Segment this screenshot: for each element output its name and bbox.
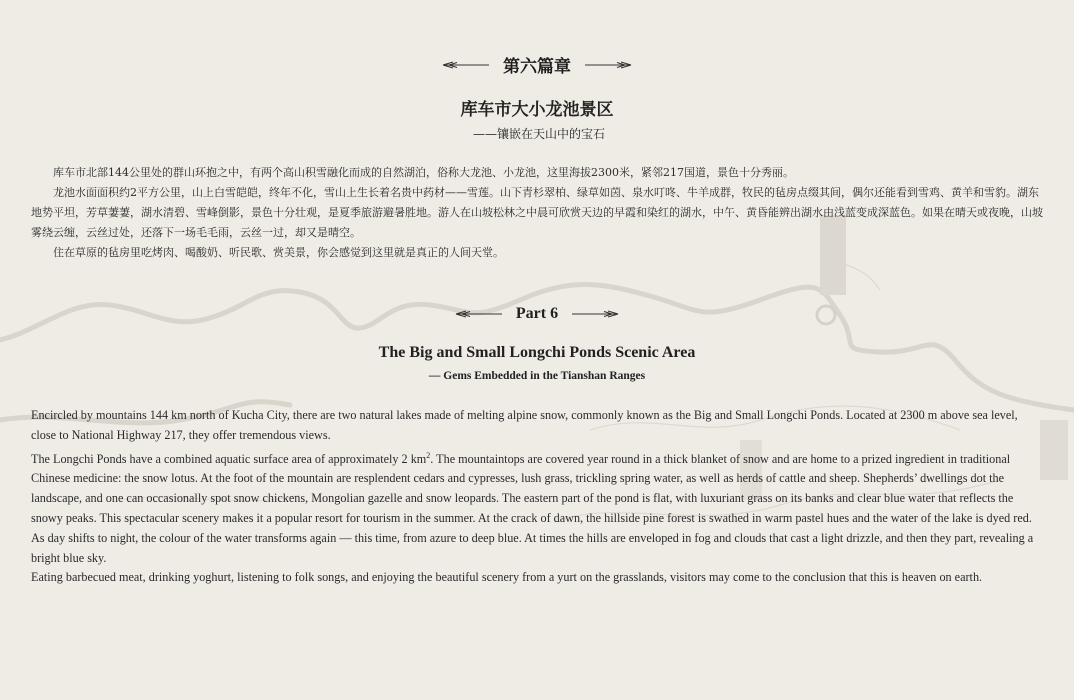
chinese-title: 库车市大小龙池景区: [460, 100, 614, 120]
right-ornament-icon: [570, 308, 620, 320]
chinese-paragraph: 住在草原的毡房里吃烤肉、喝酸奶、听民歌、赏美景，你会感觉到这里就是真正的人间天堂。: [53, 246, 504, 259]
english-paragraph: [31, 446, 1045, 569]
english-paragraph-text: The Longchi Ponds have a combined aquatic surface area of approximately 2 km: [31, 451, 427, 466]
english-paragraph: Eating barbecued meat, drinking yoghurt, listening to folk songs, and enjoying the beautiful scenery from a yurt on the grasslands, visitors may come to the conclusion that this is heaven on earth.: [31, 570, 983, 585]
english-body: [31, 406, 1045, 588]
chinese-body: [31, 163, 1045, 263]
right-ornament-icon: [583, 59, 633, 71]
chinese-chapter-header: [0, 52, 1074, 77]
chinese-paragraph: 库车市北部144公里处的群山环抱之中，有两个高山积雪融化而成的自然湖泊，俗称大龙池、小龙池，这里海拔2300米，紧邻217国道，景色十分秀丽。: [53, 166, 794, 179]
english-title: The Big and Small Longchi Ponds Scenic Area: [378, 344, 696, 361]
english-paragraph-text: . The mountaintops are covered year round in a thick blanket of snow and are home to a prized ingredient in traditional Chinese medicine: the snow lotus. At the foot of the mountain are resplendent cedars and cypresses, lush grass, trickling spring water, as well as herds of cattle and sheep. Shepherds’ dwellings dot the landscape, and one can occasionally spot snow chickens, Mongolian gazelle and snow leopards. The eastern part of the pond is flat, with luxuriant grass on its banks and clear blue water that reflects the snowy peaks. This spectacular scenery makes it a popular resort for tourism in the summer. At the crack of dawn, the hillside pine forest is swathed in warm pastel hues and the water of the lake is dyed red. As day shifts to night, the colour of the water transforms again — this time, from azure to deep blue. At times the hills are enveloped in fog and clouds that cast a light drizzle, and then they part, revealing a bright blue sky.: [31, 451, 1034, 565]
chapter-label: 第六篇章: [503, 57, 571, 77]
english-part-header: [0, 305, 1074, 323]
superscript: 2: [426, 450, 431, 460]
english-subtitle: — Gems Embedded in the Tianshan Ranges: [428, 370, 646, 382]
left-ornament-icon: [441, 59, 491, 71]
left-ornament-icon: [454, 308, 504, 320]
chinese-paragraph: 龙池水面面积约2平方公里，山上白雪皑皑，终年不化，雪山上生长着名贵中药材——雪莲。山下青杉翠柏、绿草如茵、泉水叮咚、牛羊成群，牧民的毡房点缀其间，偶尔还能看到雪鸡、黄羊和雪豹。湖东地势平坦，芳草萋萋，湖水清碧、雪峰倒影，景色十分壮观，是夏季旅游避暑胜地。游人在山坡松林之中晨可欣赏天边的早霞和染红的湖水，中午、黄昏能辨出湖水由浅蓝变成深蓝色。如果在晴天或夜晚，山坡雾绕云缠，云丝过处，还落下一场毛毛雨，云丝一过，却又是晴空。: [31, 186, 1043, 239]
part-label: Part 6: [515, 305, 559, 322]
english-paragraph: Encircled by mountains 144 km north of Kucha City, there are two natural lakes made of melting alpine snow, commonly known as the Big and Small Longchi Ponds. Located at 2300 m above sea level, close to National Highway 217, they offer tremendous views.: [31, 408, 1018, 442]
chinese-subtitle: ——镶嵌在天山中的宝石: [472, 127, 605, 141]
